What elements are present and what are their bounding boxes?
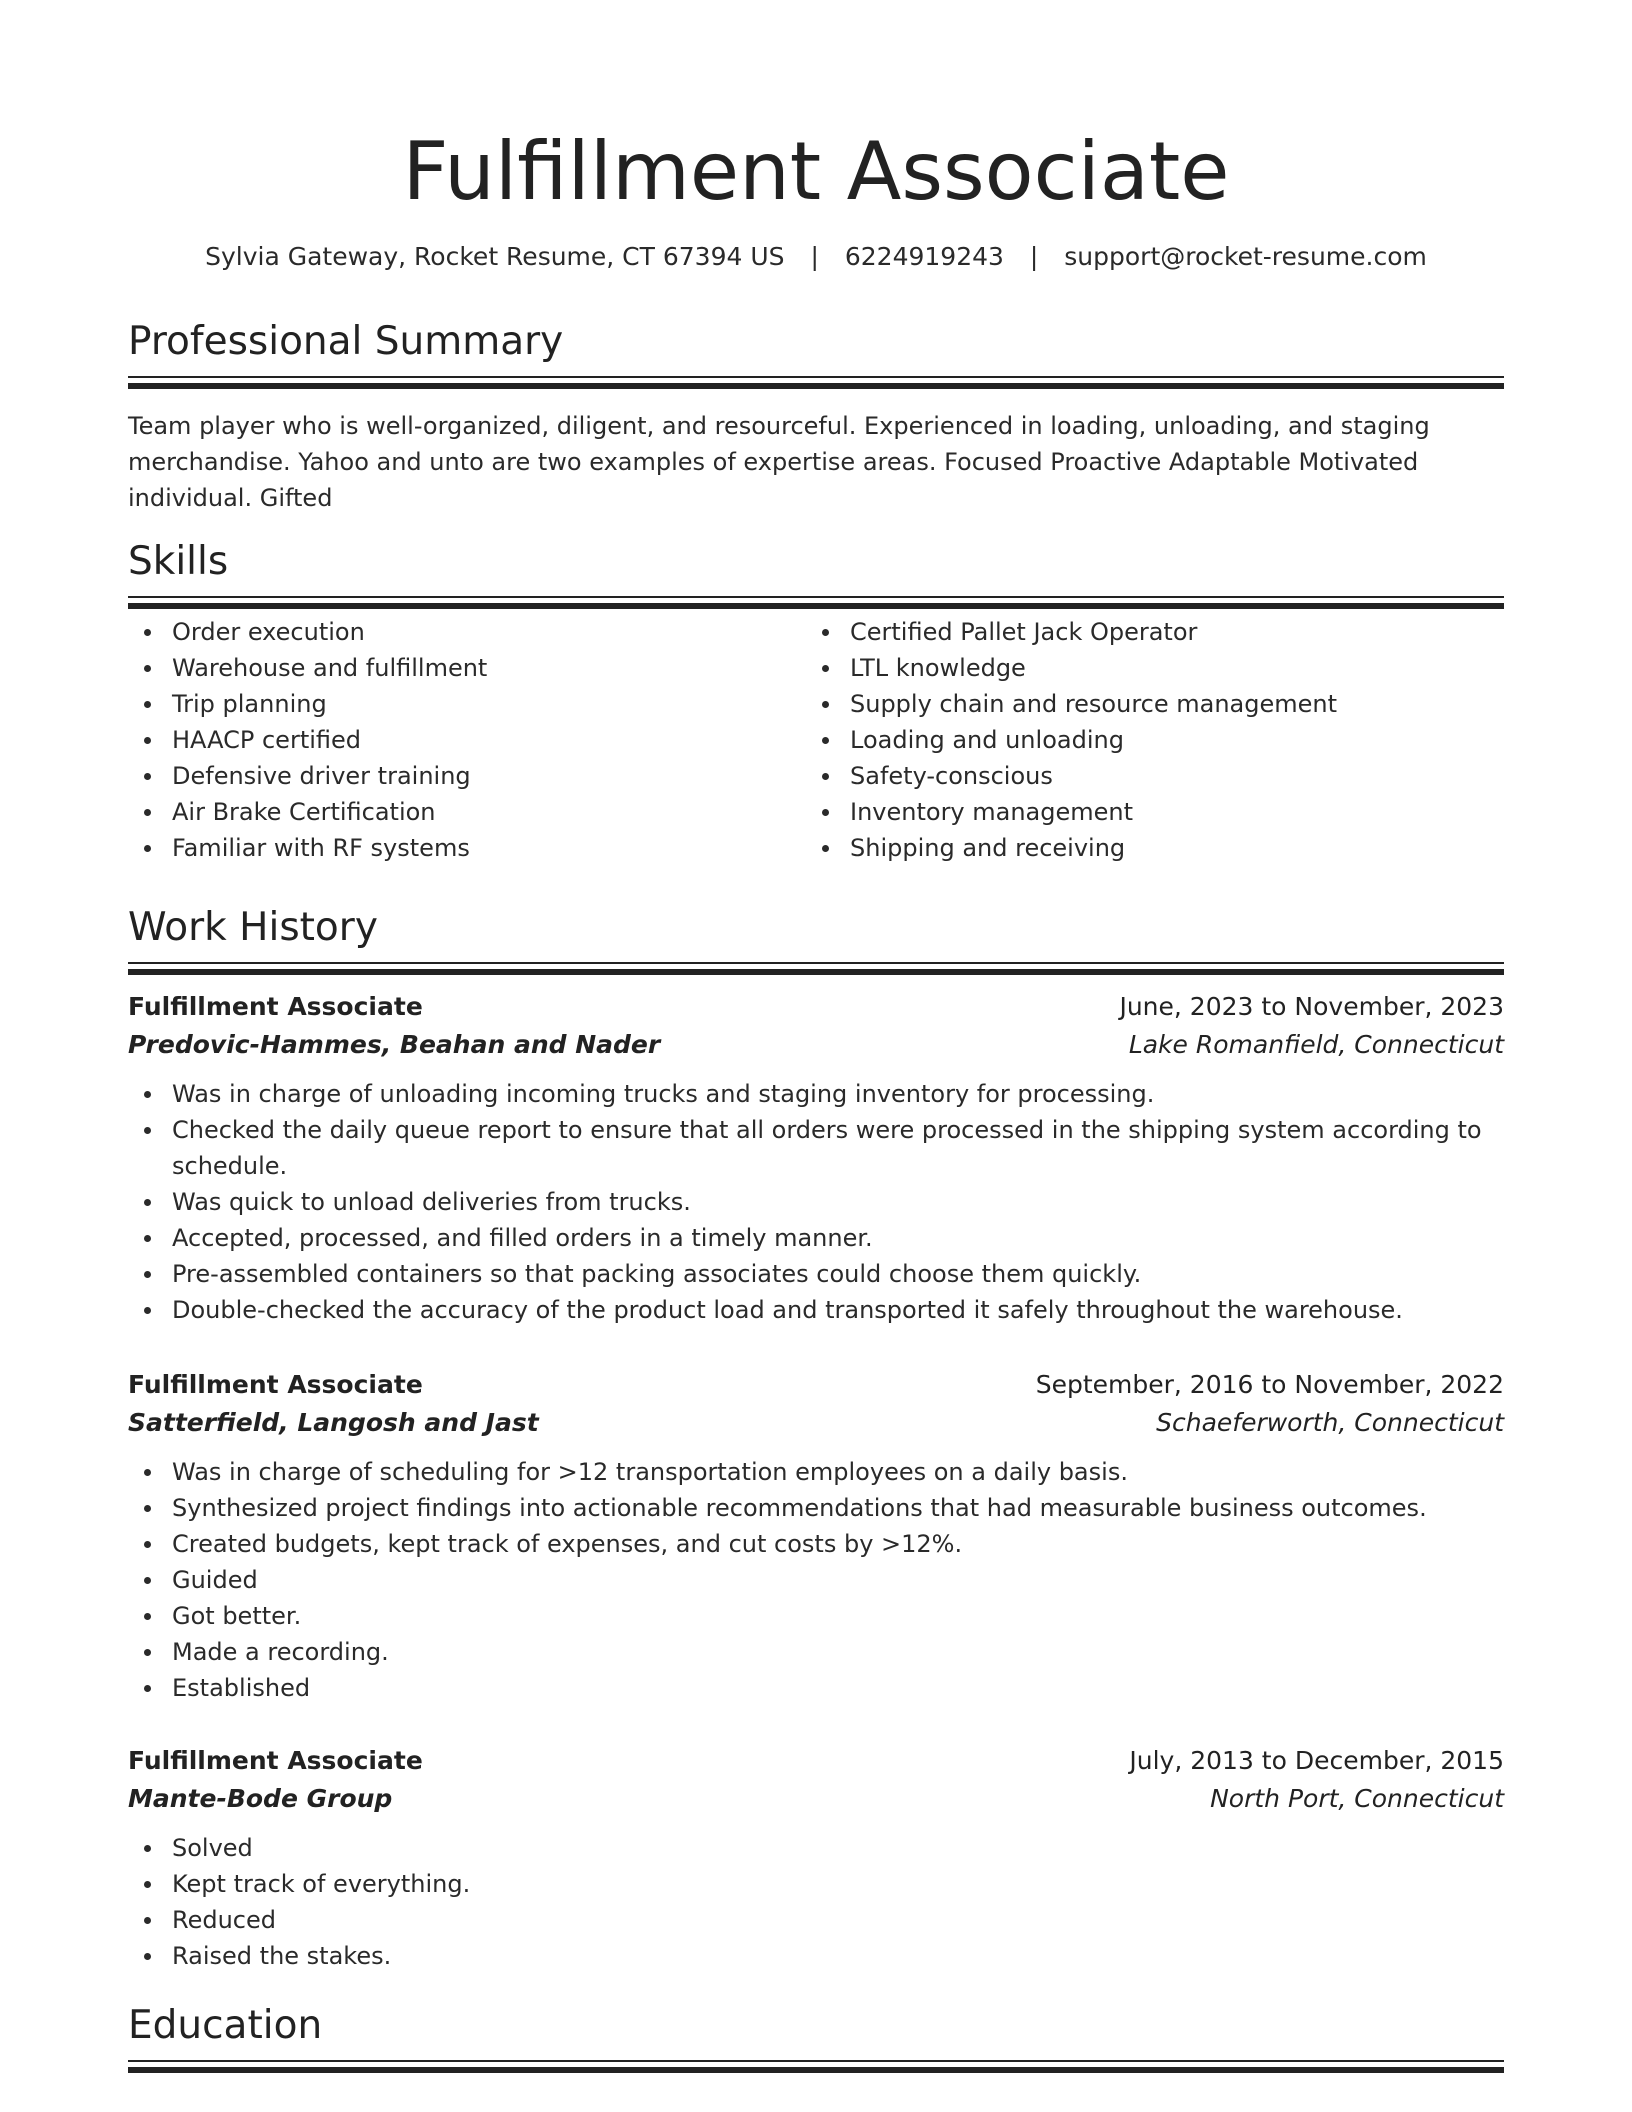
skills-list-right <box>806 614 1484 866</box>
contact-email: support@rocket-resume.com <box>1064 242 1427 271</box>
section-divider <box>128 596 1504 598</box>
list-item: Defensive driver training <box>128 758 806 794</box>
job-company: Mante-Bode Group <box>128 1784 393 1813</box>
job-dates: June, 2023 to November, 2023 <box>1119 992 1504 1021</box>
list-item: Was quick to unload deliveries from trucks. <box>128 1184 1504 1220</box>
list-item: Certified Pallet Jack Operator <box>806 614 1484 650</box>
job-entry <box>128 988 1504 1328</box>
list-item: Created budgets, kept track of expenses, and cut costs by >12%. <box>128 1526 1504 1562</box>
list-item: Established <box>128 1670 1504 1706</box>
job-company-row <box>128 1404 1504 1442</box>
list-item: Pre-assembled containers so that packing associates could choose them quickly. <box>128 1256 1504 1292</box>
section-divider <box>128 376 1504 378</box>
contact-separator: | <box>1029 242 1039 271</box>
job-location: Schaeferworth, Connecticut <box>1156 1408 1504 1437</box>
contact-address: Sylvia Gateway, Rocket Resume, CT 67394 US <box>205 242 785 271</box>
job-bullets <box>128 1076 1504 1328</box>
job-bullets <box>128 1454 1504 1706</box>
summary-section <box>128 318 1504 516</box>
job-company: Predovic-Hammes, Beahan and Nader <box>128 1030 661 1059</box>
list-item: Was in charge of scheduling for >12 transportation employees on a daily basis. <box>128 1454 1504 1490</box>
job-company: Satterfield, Langosh and Jast <box>128 1408 539 1437</box>
job-entry <box>128 1366 1504 1706</box>
list-item: Guided <box>128 1562 1504 1598</box>
job-dates: July, 2013 to December, 2015 <box>1129 1746 1504 1775</box>
list-item: Got better. <box>128 1598 1504 1634</box>
job-header-row <box>128 988 1504 1026</box>
job-location: North Port, Connecticut <box>1210 1784 1504 1813</box>
list-item: Was in charge of unloading incoming trucks and staging inventory for processing. <box>128 1076 1504 1112</box>
job-header-row <box>128 1742 1504 1780</box>
list-item: Solved <box>128 1830 1504 1866</box>
job-title: Fulfillment Associate <box>128 992 423 1021</box>
job-company-row <box>128 1026 1504 1064</box>
job-title: Fulfillment Associate <box>128 1370 423 1399</box>
education-heading: Education <box>128 2003 323 2048</box>
job-company-row <box>128 1780 1504 1818</box>
contact-line <box>128 240 1504 274</box>
list-item: Trip planning <box>128 686 806 722</box>
list-item: Loading and unloading <box>806 722 1484 758</box>
skills-list-left <box>128 614 806 866</box>
skills-heading: Skills <box>128 539 229 584</box>
list-item: Accepted, processed, and filled orders in a timely manner. <box>128 1220 1504 1256</box>
job-location: Lake Romanfield, Connecticut <box>1128 1030 1504 1059</box>
list-item: Safety-conscious <box>806 758 1484 794</box>
job-dates: September, 2016 to November, 2022 <box>1035 1370 1504 1399</box>
list-item: Reduced <box>128 1902 1504 1938</box>
list-item: HAACP certified <box>128 722 806 758</box>
list-item: LTL knowledge <box>806 650 1484 686</box>
list-item: Air Brake Certification <box>128 794 806 830</box>
list-item: Supply chain and resource management <box>806 686 1484 722</box>
contact-separator: | <box>810 242 819 271</box>
skills-columns <box>128 614 1504 866</box>
list-item: Double-checked the accuracy of the product load and transported it safely throughout the warehouse. <box>128 1292 1504 1328</box>
work-history-heading: Work History <box>128 905 378 950</box>
resume-title: Fulfillment Associate <box>402 125 1230 218</box>
list-item: Made a recording. <box>128 1634 1504 1670</box>
list-item: Inventory management <box>806 794 1484 830</box>
job-entry <box>128 1742 1504 1974</box>
list-item: Familiar with RF systems <box>128 830 806 866</box>
education-section <box>128 2002 1504 2062</box>
list-item: Checked the daily queue report to ensure that all orders were processed in the shipping system according to schedule. <box>128 1112 1504 1184</box>
section-divider <box>128 2060 1504 2062</box>
list-item: Kept track of everything. <box>128 1866 1504 1902</box>
section-divider <box>128 962 1504 964</box>
list-item: Shipping and receiving <box>806 830 1484 866</box>
list-item: Synthesized project findings into actionable recommendations that had measurable business outcomes. <box>128 1490 1504 1526</box>
summary-text: Team player who is well-organized, diligent, and resourceful. Experienced in loading, unloading, and staging merchandise. Yahoo and unto are two examples of expertise areas. Focused Proactive Adaptable Motivated individual. Gifted <box>128 412 1430 512</box>
list-item: Warehouse and fulfillment <box>128 650 806 686</box>
list-item: Order execution <box>128 614 806 650</box>
contact-phone: 6224919243 <box>844 242 1004 271</box>
job-bullets <box>128 1830 1504 1974</box>
summary-heading: Professional Summary <box>128 319 564 364</box>
work-history-section <box>128 904 1504 964</box>
job-header-row <box>128 1366 1504 1404</box>
skills-section <box>128 538 1504 866</box>
job-title: Fulfillment Associate <box>128 1746 423 1775</box>
resume-page <box>128 0 1504 2048</box>
list-item: Raised the stakes. <box>128 1938 1504 1974</box>
